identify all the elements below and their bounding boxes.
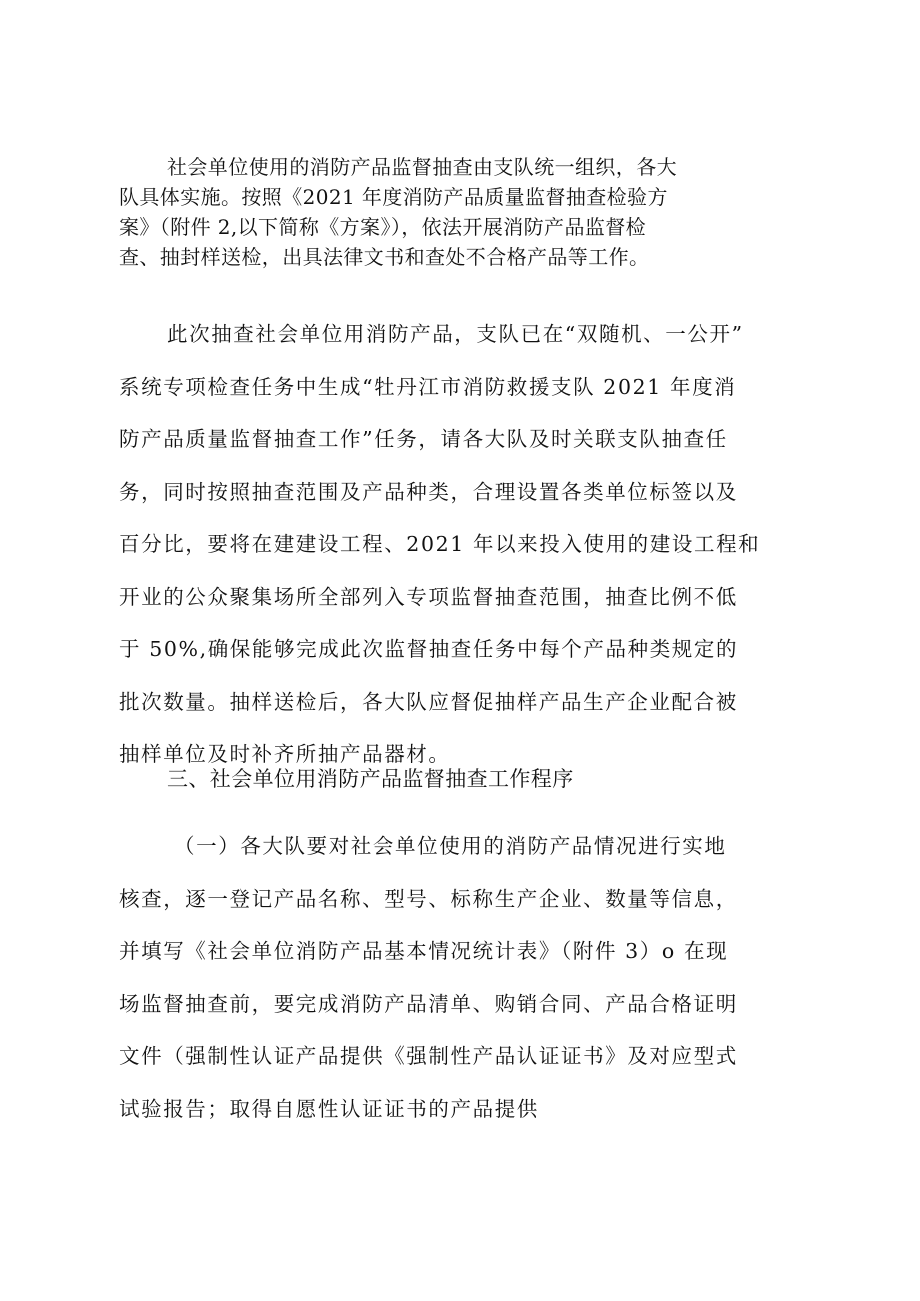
paragraph-line: （一）各大队要对社会单位使用的消防产品情况进行实地	[174, 834, 727, 858]
paragraph-line: 防产品质量监督抽查工作”任务，请各大队及时关联支队抽查任	[119, 427, 728, 451]
paragraph-line: 场监督抽查前，要完成消防产品清单、购销合同、产品合格证明	[119, 991, 738, 1016]
paragraph-line: 文件（强制性认证产品提供《强制性产品认证证书》及对应型式	[119, 1044, 738, 1068]
paragraph-line: 开业的公众聚集场所全部列入专项监督抽查范围，抽查比例不低	[119, 584, 738, 609]
paragraph-line: 抽样单位及时补齐所抽产品器材。	[119, 742, 451, 766]
paragraph-line: 试验报告；取得自愿性认证证书的产品提供	[119, 1096, 539, 1121]
paragraph-sampling-task	[119, 308, 760, 781]
paragraph-line: 百分比，要将在建建设工程、2021 年以来投入使用的建设工程和	[119, 532, 761, 556]
paragraph-line: 批次数量。抽样送检后，各大队应督促抽样产品生产企业配合被	[119, 689, 738, 714]
paragraph-line: 查、抽封样送检，出具法律文书和查处不合格产品等工作。	[119, 245, 650, 269]
paragraph-line: 社会单位使用的消防产品监督抽查由支队统一组织，各大	[167, 155, 677, 179]
paragraph-line: 队具体实施。按照《2021 年度消防产品质量监督抽查检验方	[119, 185, 668, 209]
paragraph-line: 并填写《社会单位消防产品基本情况统计表》（附件 3）o 在现	[119, 939, 729, 963]
paragraph-line: 务，同时按照抽查范围及产品种类，合理设置各类单位标签以及	[119, 479, 738, 504]
paragraph-line: 于 50%,确保能够完成此次监督抽查任务中每个产品种类规定的	[119, 637, 739, 661]
paragraph-procedure-step-one	[119, 820, 738, 1135]
paragraph-line: 系统专项检查任务中生成“牡丹江市消防救援支队 2021 年度消	[119, 374, 737, 399]
paragraph-line: 核查，逐一登记产品名称、型号、标称生产企业、数量等信息，	[119, 886, 738, 911]
paragraph-sampling-organization	[119, 152, 677, 272]
section-heading: 三、社会单位用消防产品监督抽查工作程序	[167, 767, 574, 791]
paragraph-line: 此次抽查社会单位用消防产品，支队已在“双随机、一公开”	[167, 322, 744, 346]
paragraph-line: 案》（附件 2,以下简称《方案》），依法开展消防产品监督检	[119, 215, 647, 239]
